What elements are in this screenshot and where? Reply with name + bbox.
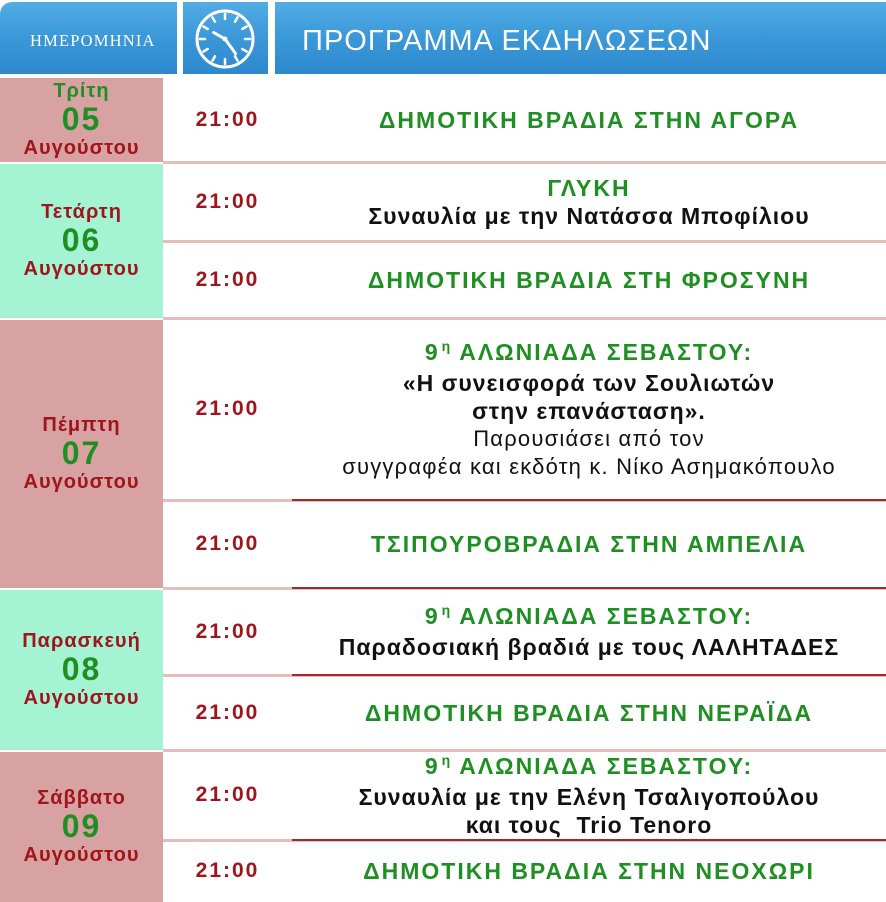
event-row [163,162,886,241]
weekday: Παρασκευή [22,630,141,652]
event-details [292,588,886,675]
date-column-header-label: ΗΜΕΡΟΜΗΝΙΑ [30,31,156,50]
event-title [425,602,753,633]
event-details [292,750,886,840]
event-title-ordinal-suffix: η [441,751,451,768]
month: Αυγούστου [23,258,140,280]
date-cell-wednesday [0,164,163,318]
day-number: 08 [61,651,102,687]
day-number: 06 [61,222,102,258]
event-description: στην επανάσταση». [472,397,706,424]
event-time: 21:00 [195,619,260,643]
month: Αυγούστου [23,687,140,709]
clock-icon [183,2,268,74]
event-title-ordinal: 9 [424,338,440,365]
weekday: Πέμπτη [42,414,121,436]
event-row [163,588,886,675]
day-number: 09 [61,808,102,844]
event-row [163,750,886,840]
event-details [292,241,886,318]
event-title-ordinal-suffix: η [441,602,451,618]
event-details [292,840,886,902]
time-column-header [183,2,268,74]
date-cell-tuesday [0,78,163,162]
event-title: ΔΗΜΟΤΙΚΗ ΒΡΑΔΙΑ ΣΤΗΝ ΝΕΟΧΩΡΙ [363,858,815,884]
event-title-ordinal: 9 [424,752,440,779]
event-row [163,675,886,750]
event-title: ΔΗΜΟΤΙΚΗ ΒΡΑΔΙΑ ΣΤΗ ΦΡΟΣΥΝΗ [367,266,811,293]
event-row [163,78,886,162]
event-description: «Η συνεισφορά των Σουλιωτών [402,369,776,396]
event-title [425,752,753,783]
event-title: ΔΗΜΟΤΙΚΗ ΒΡΑΔΙΑ ΣΤΗΝ ΑΓΟΡΑ [378,107,800,133]
event-title-text: ΑΛΩΝΙΑΔΑ ΣΕΒΑΣΤΟΥ: [459,603,754,629]
weekday: Τρίτη [53,80,110,102]
event-title: ΓΛΥΚΗ [547,174,631,201]
event-details [292,500,886,588]
event-row [163,840,886,902]
event-row [163,318,886,500]
event-description: Παραδοσιακή βραδιά με τους ΛΑΛΗΤΑΔΕΣ [338,634,840,660]
weekday: Σάββατο [37,787,126,809]
date-cell-thursday [0,320,163,588]
event-details [292,675,886,750]
event-time: 21:00 [195,108,260,131]
event-time: 21:00 [195,397,260,420]
month: Αυγούστου [23,844,140,866]
event-description: Συναυλία με την Ελένη Τσαλιγοπούλου [358,783,820,810]
event-title-text: ΑΛΩΝΙΑΔΑ ΣΕΒΑΣΤΟΥ: [459,752,754,779]
event-details [292,78,886,162]
month: Αυγούστου [23,471,140,493]
event-time: 21:00 [195,859,260,882]
event-title-ordinal-suffix: η [441,337,451,354]
event-row [163,500,886,588]
day-number: 05 [61,101,102,137]
event-row [163,241,886,318]
event-title-text: ΑΛΩΝΙΑΔΑ ΣΕΒΑΣΤΟΥ: [459,338,754,365]
event-description: Συναυλία με την Νατάσσα Μποφίλιου [368,202,810,229]
event-description: και τους Trio Tenoro [465,811,713,838]
event-time: 21:00 [195,700,260,724]
event-time: 21:00 [195,189,260,213]
event-details [292,318,886,500]
date-cell-saturday [0,752,163,902]
event-time: 21:00 [195,267,260,291]
event-time: 21:00 [195,532,260,555]
weekday: Τετάρτη [41,201,122,223]
schedule-title: ΠΡΟΓΡΑΜΜΑ ΕΚΔΗΛΩΣΕΩΝ [302,24,712,57]
event-title: ΤΣΙΠΟΥΡΟΒΡΑΔΙΑ ΣΤΗΝ ΑΜΠΕΛΙΑ [370,531,808,557]
event-title: ΔΗΜΟΤΙΚΗ ΒΡΑΔΙΑ ΣΤΗΝ ΝΕΡΑΪΔΑ [364,699,814,726]
event-time: 21:00 [195,783,260,806]
event-note: συγγραφέα και εκδότη κ. Νίκο Ασημακόπουλο [342,453,836,479]
day-number: 07 [61,435,102,471]
event-details [292,162,886,241]
month: Αυγούστου [23,137,140,159]
date-column-header [0,2,177,74]
event-title [425,338,753,369]
event-title-ordinal: 9 [424,603,440,629]
schedule-title-header [275,2,886,74]
event-note: Παρουσιάσει από τον [473,425,705,451]
date-cell-friday [0,590,163,750]
